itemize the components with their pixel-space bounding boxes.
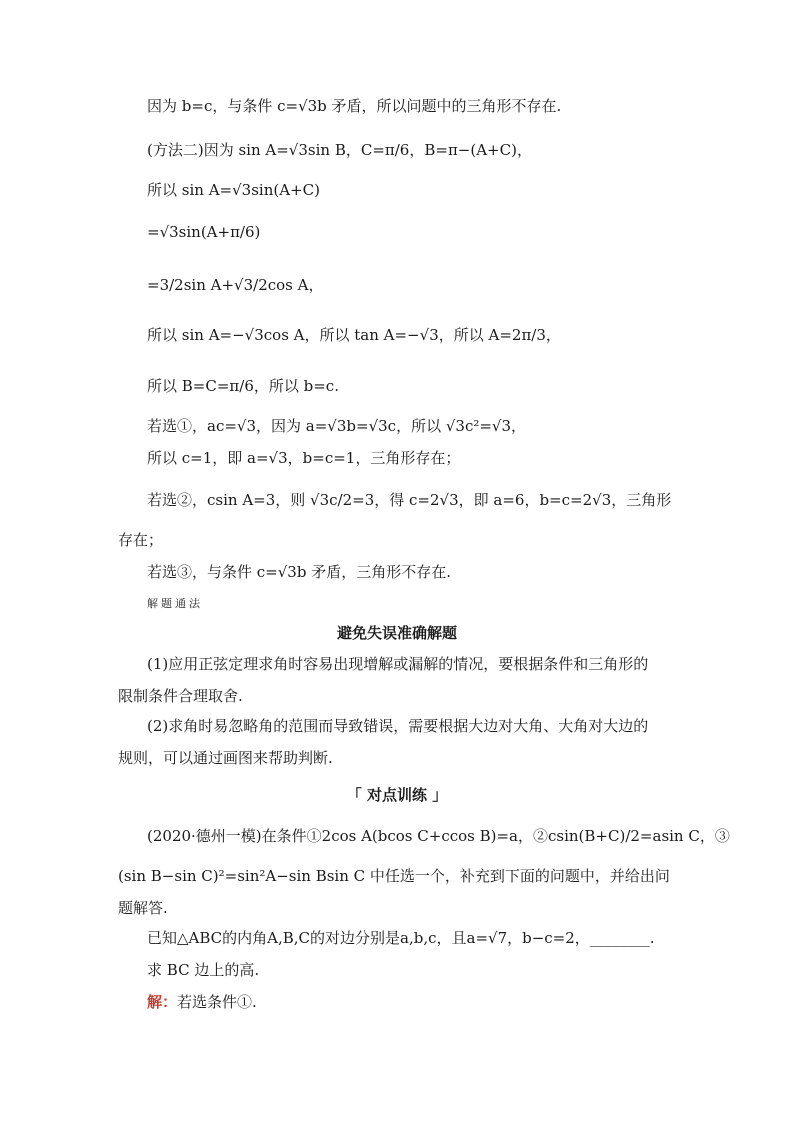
question-line-4: 已知△ABC的内角A,B,C的对边分别是a,b,c，且a=√7，b−c=2，________. [147, 929, 655, 947]
solution-line-12: 若选③，与条件 c=√3b 矛盾，三角形不存在. [147, 563, 451, 581]
solution-line-6: 所以 sin A=−√3cos A，所以 tan A=−√3，所以 A=2π/3， [147, 326, 561, 344]
question-line-5: 求 BC 边上的高. [147, 961, 260, 979]
tip-1-line-1: (1)应用正弦定理求角时容易出现增解或漏解的情况，要根据条件和三角形的 [147, 655, 649, 673]
section-label: 解题通法 [147, 597, 203, 610]
solution-line-11: 存在； [118, 531, 164, 549]
tip-1-line-2: 限制条件合理取舍. [118, 687, 243, 705]
solution-line-9: 所以 c=1，即 a=√3，b=c=1，三角形存在； [147, 449, 461, 467]
question-line-1: (2020·德州一模)在条件①2cos A(bcos C+ccos B)=a，②csin(B+C)/2=asin C，③ [147, 827, 730, 845]
solution-line-7: 所以 B=C=π/6，所以 b=c. [147, 377, 339, 395]
solution-line-2: (方法二)因为 sin A=√3sin B，C=π/6，B=π−(A+C)， [147, 141, 532, 159]
tip-2-line-1: (2)求角时易忽略角的范围而导致错误，需要根据大边对大角、大角对大边的 [147, 717, 649, 735]
solution-line-5: =3/2sin A+√3/2cos A， [147, 276, 324, 294]
solution-line-10: 若选②，csin A=3，则 √3c/2=3，得 c=2√3，即 a=6，b=c=2√3，三角形 [147, 491, 672, 509]
answer-label: 解： [147, 993, 178, 1011]
solution-line-8: 若选①，ac=√3，因为 a=√3b=√3c，所以 √3c²=√3， [147, 417, 527, 435]
question-line-3: 题解答. [118, 899, 168, 917]
training-heading: 「 对点训练 」 [346, 786, 448, 804]
answer-text: 若选条件①. [177, 993, 257, 1011]
solution-line-1: 因为 b=c，与条件 c=√3b 矛盾，所以问题中的三角形不存在. [147, 97, 562, 115]
section-heading: 避免失误准确解题 [336, 624, 457, 642]
tip-2-line-2: 规则，可以通过画图来帮助判断. [118, 749, 333, 767]
question-line-2: (sin B−sin C)²=sin²A−sin Bsin C 中任选一个，补充到下面的问题中，并给出问 [118, 867, 670, 885]
answer-line [147, 992, 257, 1012]
solution-line-4: =√3sin(A+π/6) [147, 223, 261, 241]
solution-line-3: 所以 sin A=√3sin(A+C) [147, 181, 320, 199]
